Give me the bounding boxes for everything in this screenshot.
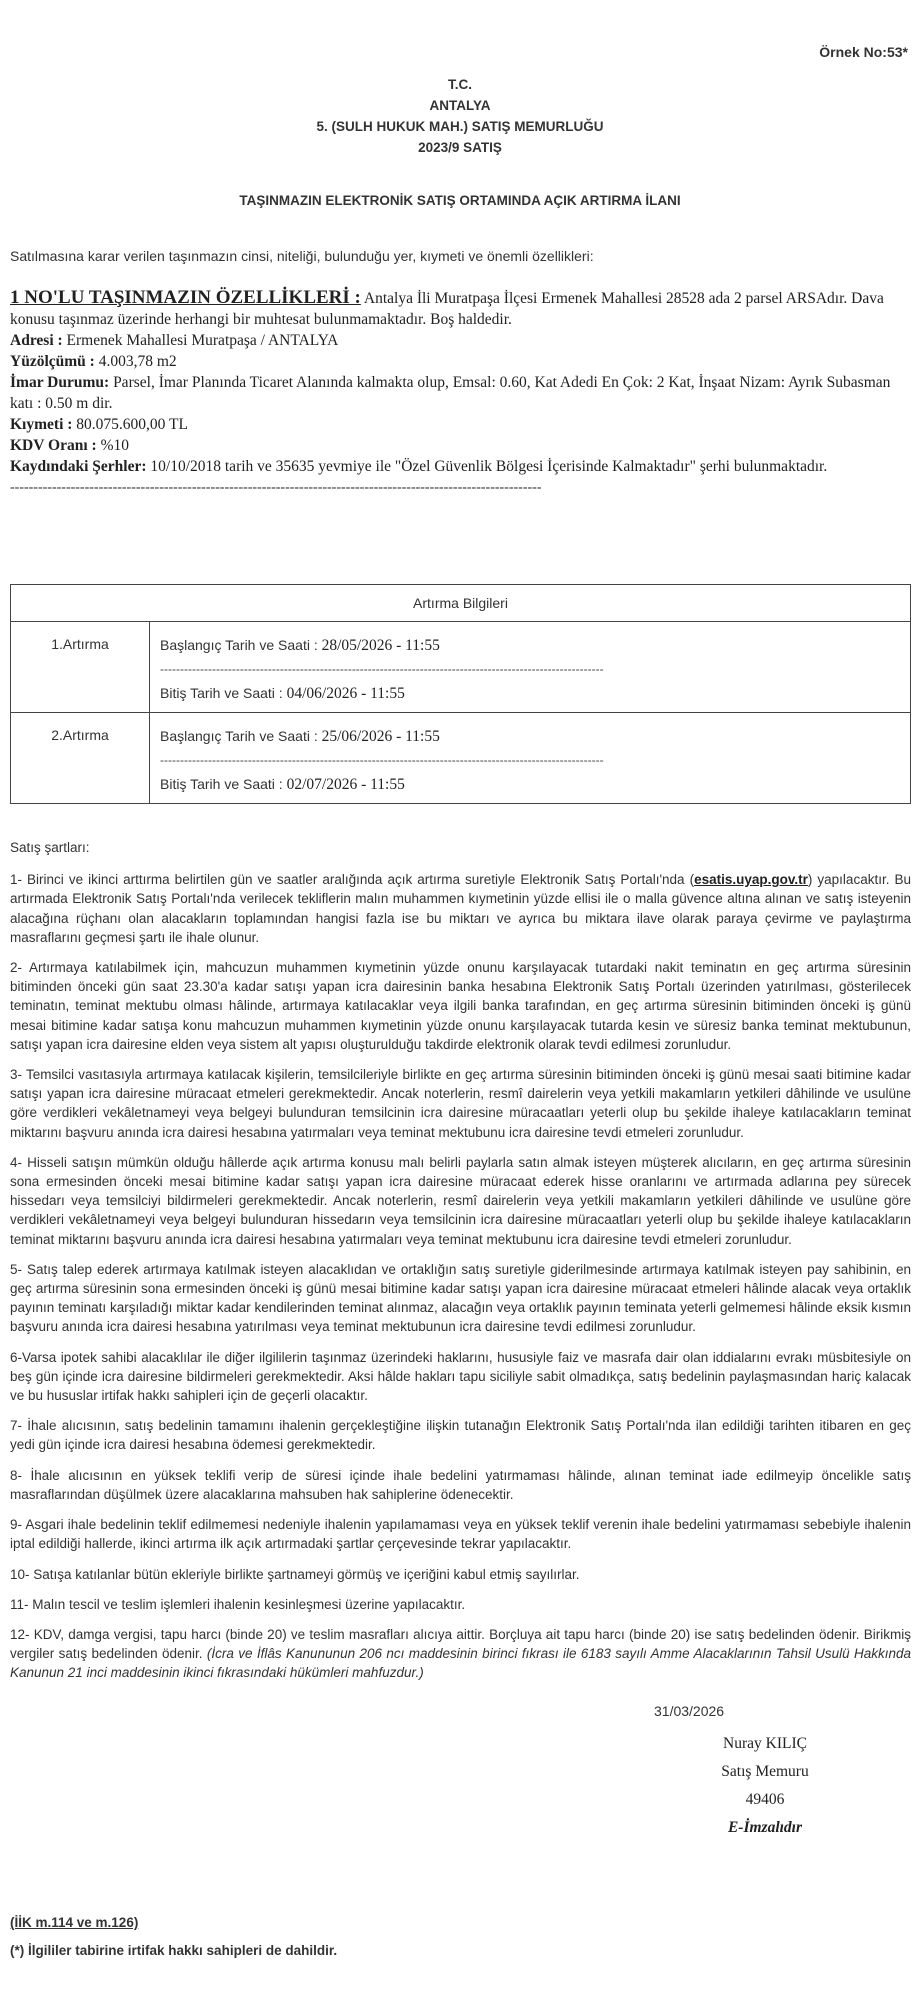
conditions-heading: Satış şartları:: [10, 840, 90, 855]
footer-notes: [10, 1909, 337, 1965]
auction-end: [160, 682, 906, 704]
notice-title: TAŞINMAZIN ELEKTRONİK SATIŞ ORTAMINDA AÇIK ARTIRMA İLANI: [239, 193, 681, 208]
auction-start: [160, 634, 906, 656]
property-separator: ------------------------------------------------------------------------------------------------------------------: [10, 480, 542, 495]
auction-dates: [150, 713, 911, 804]
property-title: 1 NO'LU TAŞINMAZIN ÖZELLİKLERİ :: [10, 287, 361, 308]
area-label: Yüzölçümü :: [10, 353, 95, 370]
property-vat: [10, 435, 910, 456]
condition-10: 10- Satışa katılanlar bütün ekleriyle birlikte şartnameyi görmüş ve içeriğini kabul etmiş sayılırlar.: [10, 1566, 580, 1582]
property-value: [10, 414, 910, 435]
property-address: [10, 330, 910, 351]
auction-header-row: [11, 585, 911, 622]
header-line-tc: T.C.: [447, 77, 472, 92]
property-summary: [10, 287, 910, 330]
header-line-file: 2023/9 SATIŞ: [418, 140, 502, 155]
header-line-city: ANTALYA: [429, 98, 491, 113]
condition-2: 2- Artırmaya katılabilmek için, mahcuzun muhammen kıymetinin yüzde onunu karşılayacak tutardaki nakit teminatın en geç artırma süresinin bitiminden önceki gün saat 23.30'a kadar satışı yapan icra dairesinin banka hesabına Elektronik Satış Portalı üzerinden yatırılması, gösterilecek teminatın, teminat mektubu olması hâlinde, artırmaya katılacaklar veya ilgili banka tarafından, en geç artırma süresinin bitiminden önceki iş günü mesai bitimine kadar satışa konu mahcuzun muhammen kıymetinin yüzde onunu karşılayacak tutarda kesin ve süresiz banka teminat mektubunun, satışı yapan icra dairesine elden veya sistem alt yapısı oluşturulduğu takdirde elektronik olarak tevdi edilmesi zorunludur.: [10, 960, 911, 1052]
auction-separator: ---------------------------------------------------------------------------------------------------------------: [160, 662, 604, 676]
office-header: [0, 74, 920, 158]
zoning-label: İmar Durumu:: [10, 374, 110, 391]
auction-start: [160, 725, 906, 747]
auction-row-2: [11, 713, 911, 804]
address-value: Ermenek Mahallesi Muratpaşa / ANTALYA: [62, 332, 339, 349]
condition-12-legal-note: (İcra ve İflâs Kanununun 206 ncı maddesinin birinci fıkrası ile 6183 sayılı Amme Alacaklarının Tahsil Usulü Hakkında Kanunun 21 inci maddesinin ikinci fıkrasındaki hükümleri mahfuzdur.): [10, 1646, 911, 1681]
end-label: Bitiş Tarih ve Saati :: [160, 685, 287, 701]
end-label: Bitiş Tarih ve Saati :: [160, 776, 287, 792]
value-amount: 80.075.600,00 TL: [72, 416, 188, 433]
condition-12-text: 12- KDV, damga vergisi, tapu harcı (binde 20) ve teslim masrafları alıcıya aittir. Borçluya ait tapu harcı (binde 20) ise satış bedelinden ödenir. Birikmiş vergiler satış bedelinden ödenir.: [10, 1626, 911, 1662]
signer-title: Satış Memuru: [721, 1763, 809, 1780]
signer-name: Nuray KILIÇ: [723, 1735, 807, 1752]
header-line-office: 5. (SULH HUKUK MAH.) SATIŞ MEMURLUĞU: [316, 119, 604, 134]
auction-header: Artırma Bilgileri: [11, 585, 911, 622]
intro-text: Satılmasına karar verilen taşınmazın cinsi, niteliği, bulunduğu yer, kıymeti ve önemli özellikleri:: [10, 248, 594, 264]
property-zoning: [10, 372, 910, 414]
start-label: Başlangıç Tarih ve Saati :: [160, 728, 322, 744]
condition-4: 4- Hisseli satışın mümkün olduğu hâllerde açık artırma konusu malı belirli paylarla satın almak isteyen müşterek alıcıların, en geç artırma süresinin sona ermesinden önceki mesai bitimine kadar satışı yapan icra dairesine müracaat ederek hisse oranlarını ve artırmada adlarına pey sürecek hissedarı veya temsilciyi bildirmeleri gerekmektedir. Ancak noterlerin, resmî dairelerin veya yetkili makamların yetkileri dâhilinde ve usulüne göre verdikleri vekâletnameyi veya belgeyi bulunduran hissedarın veya temsilcinin icra dairesine müracaatları yeterli olup bu şekilde ihaleye katılacakların teminat miktarını başvuru anında icra dairesi hesabına yatırmaları veya teminat mektubunu icra dairesine tevdi etmeleri zorunludur.: [10, 1154, 911, 1247]
document-date: 31/03/2026: [654, 1703, 725, 1719]
condition-12: [10, 1625, 911, 1683]
legal-reference: (İİK m.114 ve m.126): [10, 1915, 139, 1930]
start-value: 25/06/2026 - 11:55: [321, 728, 440, 745]
vat-value: %10: [96, 437, 129, 454]
auction-end: [160, 773, 906, 795]
condition-8: 8- İhale alıcısının en yüksek teklifi verip de süresi içinde ihale bedelini yatırmaması hâlinde, alınan teminat iade edilmeyip öncelikle satış masraflarından düşülmek üzere alacaklarına mahsuben hak sahiplerine ödenecektir.: [10, 1467, 911, 1502]
sample-number: Örnek No:53*: [819, 44, 908, 60]
e-signature-note: E-İmzalıdır: [727, 1819, 803, 1836]
annotations-value: 10/10/2018 tarih ve 35635 yevmiye ile "Özel Güvenlik Bölgesi İçerisinde Kalmaktadır" şerhi bulunmaktadır.: [146, 458, 828, 475]
zoning-value: Parsel, İmar Planında Ticaret Alanında kalmakta olup, Emsal: 0.60, Kat Adedi En Çok: 2 Kat, İnşaat Nizam: Ayrık Subasman katı : 0.50 m dir.: [10, 374, 891, 412]
property-details: [10, 287, 910, 498]
auction-label: 2.Artırma: [11, 713, 150, 804]
address-label: Adresi :: [10, 332, 63, 349]
value-label: Kıymeti :: [10, 416, 73, 433]
vat-label: KDV Oranı :: [10, 437, 97, 454]
area-value: 4.003,78 m2: [94, 353, 177, 370]
condition-6: 6-Varsa ipotek sahibi alacaklılar ile diğer ilgililerin taşınmaz üzerindeki haklarını, hususiyle faiz ve masrafa dair olan iddialarını evrakı müsbitesiyle on beş gün içinde icra dairesine bildirmeleri gerekmektedir. Aksi hâlde hakları tapu siciliyle sabit olmadıkça, satış bedelinin paylaşmasından hariç kalacak ve bu hususlar irtifak hakkı sahipleri için de geçerli olacaktır.: [10, 1349, 911, 1404]
signer-number: 49406: [745, 1791, 785, 1808]
signature-block: [660, 1730, 870, 1842]
auction-row-1: [11, 622, 911, 713]
sale-conditions: [10, 838, 911, 1694]
esatis-link[interactable]: esatis.uyap.gov.tr: [694, 872, 808, 888]
property-description: Antalya İli Muratpaşa İlçesi Ermenek Mahallesi 28528 ada 2 parsel ARSAdır. Dava konusu taşınmaz üzerinde herhangi bir muhtesat bulunmamaktadır. Boş haldedir.: [10, 290, 884, 328]
condition-3: 3- Temsilci vasıtasıyla artırmaya katılacak kişilerin, temsilcileriyle birlikte en geç artırma süresinin bitiminden önceki iş günü mesai saati bitimine kadar satışı yapan icra dairesine müracaat etmeleri gerekmektedir. Ancak noterlerin, resmî dairelerin veya yetkili makamların yetkileri dâhilinde ve usulüne göre verdikleri vekâletnameyi veya belgeyi bulunduran temsilcinin icra dairesine müracaatları yeterli olup bu şekilde ihaleye katılacakların teminat miktarını başvuru anında icra dairesi hesabına yatırmaları veya teminat mektubunu icra dairesine tevdi etmeleri zorunludur.: [10, 1067, 911, 1140]
annotations-label: Kaydındaki Şerhler:: [10, 458, 147, 475]
condition-7: 7- İhale alıcısının, satış bedelinin tamamını ihalenin gerçekleştiğine ilişkin tutanağın Elektronik Satış Portalı'nda ilan edildiği tarihten itibaren en geç yedi gün içinde icra dairesi hesabına ödemesi gerekmektedir.: [10, 1418, 911, 1453]
auction-separator: ---------------------------------------------------------------------------------------------------------------: [160, 753, 604, 767]
auction-dates: [150, 622, 911, 713]
auction-label: 1.Artırma: [11, 622, 150, 713]
end-value: 04/06/2026 - 11:55: [286, 685, 405, 702]
end-value: 02/07/2026 - 11:55: [286, 776, 405, 793]
property-area: [10, 351, 910, 372]
condition-1-text-end: ) yapılacaktır. Bu artırmada Elektronik Satış Portalı'nda verilecek tekliflerin malın muhammen kıymetinin yüzde ellisi ile o malla güvence altına alınan ve satış isteyenin alacağına rüçhanı olan alacakların toplamından hangisi fazla ise bu miktarı ve ayrıca bu miktara ilave olarak paraya çevirme ve paylaştırma masraflarını geçmesi şartı ile ihale olunur.: [10, 872, 911, 945]
condition-1-text: 1- Birinci ve ikinci arttırma belirtilen gün ve saatler aralığında açık artırma suretiyle Elektronik Satış Portalı'nda (: [10, 872, 695, 888]
condition-1: [10, 870, 911, 947]
footnote: (*) İlgililer tabirine irtifak hakkı sahipleri de dahildir.: [10, 1943, 338, 1958]
condition-5: 5- Satış talep ederek artırmaya katılmak isteyen alacaklıdan ve ortaklığın satış suretiyle giderilmesinde artırmaya katılmak isteyen pay sahibinin, en geç artırma süresinin sona ermesinden önceki iş günü mesai bitimine kadar satışı yapan icra dairesine müracaat etmeleri hâlinde alacak veya ortaklık payının teminatı karşıladığı miktar kadar kendilerinden teminat alınmaz, alacağın veya ortaklık payının teminata yeterli gelmemesi hâlinde eksik kısmın başvuru anında icra dairesi hesabına yatırılması veya teminat mektubunun icra dairesine tevdi edilmesi zorunludur.: [10, 1261, 911, 1335]
property-annotations: [10, 456, 910, 477]
condition-11: 11- Malın tescil ve teslim işlemleri ihalenin kesinleşmesi üzerine yapılacaktır.: [10, 1596, 466, 1612]
start-label: Başlangıç Tarih ve Saati :: [160, 637, 322, 653]
start-value: 28/05/2026 - 11:55: [321, 637, 440, 654]
auction-info-table: [10, 584, 911, 804]
condition-9: 9- Asgari ihale bedelinin teklif edilmemesi nedeniyle ihalenin yapılamaması veya en yüksek teklif verenin ihale bedelini yatırmaması sebebiyle ihalenin iptal edildiği hallerde, ikinci artırma ilk açık artırmadaki şartlar çerçevesinde tekrar yapılacaktır.: [10, 1517, 911, 1552]
